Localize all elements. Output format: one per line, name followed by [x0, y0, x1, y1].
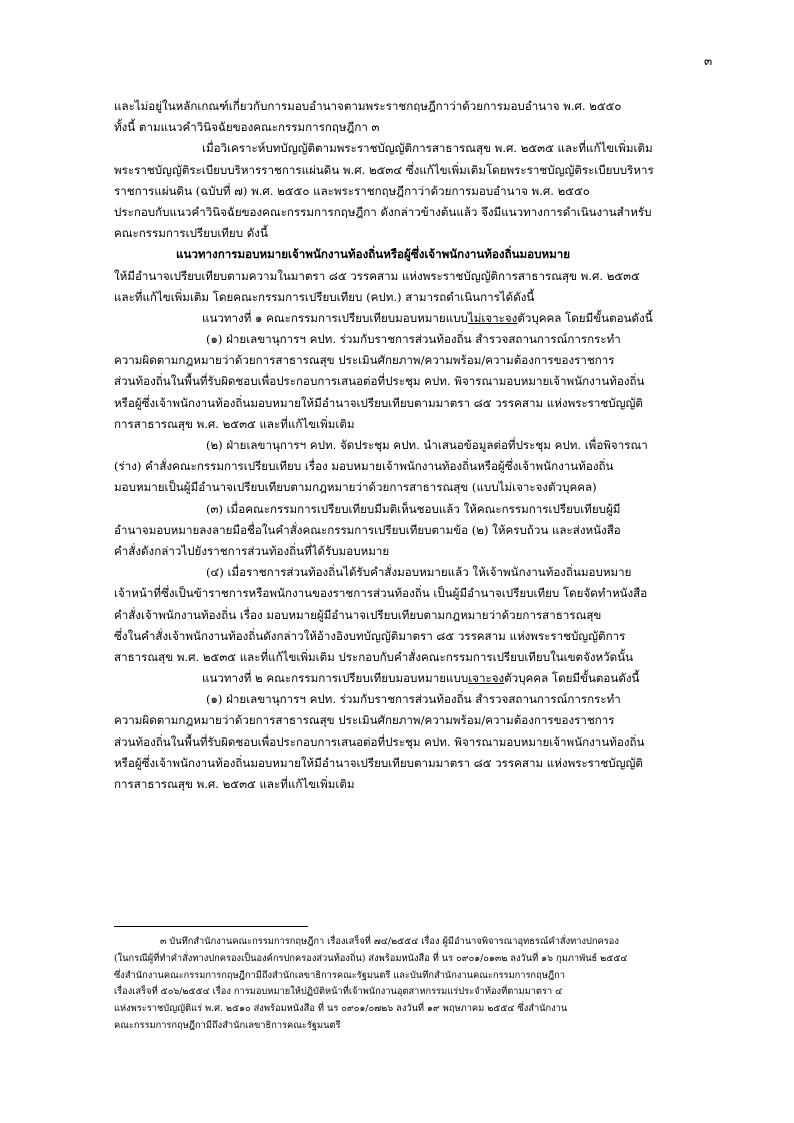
body-line: ส่วนท้องถิ่นในพื้นที่รับผิดชอบเพื่อประกอบการเสนอต่อที่ประชุม คปท. พิจารณามอบหมายเจ้าพนักงานท้องถิ่น [114, 734, 645, 749]
body-line: (๔) เมื่อราชการส่วนท้องถิ่นได้รับคำสั่งมอบหมายแล้ว ให้เจ้าพนักงานท้องถิ่นมอบหมาย [206, 565, 632, 580]
body-line: เจ้าหน้าที่ซึ่งเป็นข้าราชการหรือพนักงานของราชการส่วนท้องถิ่น เป็นผู้มีอำนาจเปรียบเทียบ โดยจัดทำหนังสือ [114, 586, 648, 601]
body-line: ความผิดตามกฎหมายว่าด้วยการสาธารณสุข ประเมินศักยภาพ/ความพร้อม/ความต้องการของราชการ [114, 713, 615, 728]
body-line: อำนาจมอบหมายลงลายมือชื่อในคำสั่งคณะกรรมการเปรียบเทียบตามข้อ (๒) ให้ครบถ้วน และส่งหนังสือ [114, 522, 621, 537]
body-line: คณะกรรมการเปรียบเทียบ ดังนี้ [114, 226, 268, 241]
section-heading: แนวทางการมอบหมายเจ้าพนักงานท้องถิ่นหรือผู้ซึ่งเจ้าพนักงานท้องถิ่นมอบหมาย [176, 247, 571, 262]
body-line: ซึ่งในคำสั่งเจ้าพนักงานท้องถิ่นดังกล่าวให้อ้างอิงบทบัญญัติมาตรา ๘๕ วรรคสาม แห่งพระราชบัญญัติการ [114, 628, 626, 643]
page-number: ๓ [704, 54, 713, 68]
body-line: การสาธารณสุข พ.ศ. ๒๕๓๕ และที่แก้ไขเพิ่มเติม [114, 416, 355, 431]
body-line: (ร่าง) คำสั่งคณะกรรมการเปรียบเทียบ เรื่อง มอบหมายเจ้าพนักงานท้องถิ่นหรือผู้ซึ่งเจ้าพนักงานท้องถิ่น [114, 459, 614, 474]
approach-1-heading [114, 308, 712, 329]
body-line: คำสั่งดังกล่าวไปยังราชการส่วนท้องถิ่นที่ได้รับมอบหมาย [114, 543, 390, 558]
body-line: เมื่อวิเคราะห์บทบัญญัติตามพระราชบัญญัติการสาธารณสุข พ.ศ. ๒๕๓๕ และที่แก้ไขเพิ่มเติม [202, 141, 653, 156]
footnote-line: แห่งพระราชบัญญัติแร่ พ.ศ. ๒๕๑๐ ส่งพร้อมหนังสือ ที่ นร ๐๙๐๑/๐๗๒๖ ลงวันที่ ๑๙ พฤษภาคม ๒๕๕๔ ซึ่งสำนักงาน [114, 1003, 568, 1015]
footnote-divider [114, 926, 308, 927]
approach-2-heading [114, 668, 712, 689]
body-line: และไม่อยู่ในหลักเกณฑ์เกี่ยวกับการมอบอำนาจตามพระราชกฤษฎีกาว่าด้วยการมอบอำนาจ พ.ศ. ๒๕๕๐ [114, 99, 622, 113]
body-line: ราชการแผ่นดิน (ฉบับที่ ๗) พ.ศ. ๒๕๕๐ และพระราชกฤษฎีกาว่าด้วยการมอบอำนาจ พ.ศ. ๒๕๕๐ [114, 183, 590, 198]
body-line: (๑) ฝ่ายเลขานุการฯ คปท. ร่วมกับราชการส่วนท้องถิ่น สำรวจสถานการณ์การกระทำ [206, 332, 621, 347]
body-line: (๑) ฝ่ายเลขานุการฯ คปท. ร่วมกับราชการส่วนท้องถิ่น สำรวจสถานการณ์การกระทำ [206, 692, 621, 707]
body-line: (๓) เมื่อคณะกรรมการเปรียบเทียบมีมติเห็นชอบแล้ว ให้คณะกรรมการเปรียบเทียบผู้มี [206, 501, 621, 516]
approach-1-prefix: แนวทางที่ ๑ คณะกรรมการเปรียบเทียบมอบหมายแบบ [202, 310, 468, 325]
approach-1-underlined: ไม่เจาะจง [467, 310, 518, 325]
body-line: และที่แก้ไขเพิ่มเติม โดยคณะกรรมการเปรียบเทียบ (คปท.) สามารถดำเนินการได้ดังนี้ [114, 289, 535, 304]
footnote-line: คณะกรรมการกฤษฎีกามีถึงสำนักเลขาธิการคณะรัฐมนตรี [114, 1019, 341, 1031]
body-line: หรือผู้ซึ่งเจ้าพนักงานท้องถิ่นมอบหมายให้มีอำนาจเปรียบเทียบตามมาตรา ๘๕ วรรคสาม แห่งพระราชบัญญัติ [114, 755, 643, 770]
body-line: คำสั่งเจ้าพนักงานท้องถิ่น เรื่อง มอบหมายผู้มีอำนาจเปรียบเทียบตามกฎหมายว่าด้วยการสาธารณสุข [114, 607, 602, 622]
footnote [114, 934, 712, 1035]
footnote-line: เรื่องเสร็จที่ ๕๐๖/๒๕๕๔ เรื่อง การมอบหมายให้ปฏิบัติหน้าที่เจ้าพนักงานอุตสาหกรรมแร่ประจำท้องที่ตามมาตรา ๔ [114, 986, 563, 998]
body-line: ประกอบกับแนวคำวินิจฉัยของคณะกรรมการกฤษฎีกา ดังกล่าวข้างต้นแล้ว จึงมีแนวทางการดำเนินงานสำหรับ [114, 204, 652, 219]
approach-2-underlined: เจาะจง [468, 671, 505, 686]
body-line: พระราชบัญญัติระเบียบบริหารราชการแผ่นดิน พ.ศ. ๒๕๓๔ ซึ่งแก้ไขเพิ่มเติมโดยพระราชบัญญัติระเบียบบริหาร [114, 162, 654, 177]
body-line: สาธารณสุข พ.ศ. ๒๕๓๕ และที่แก้ไขเพิ่มเติม ประกอบกับคำสั่งคณะกรรมการเปรียบเทียบในเขตจังหวัดนั้น [114, 649, 634, 664]
footnote-line: ๓ บันทึกสำนักงานคณะกรรมการกฤษฎีกา เรื่องเสร็จที่ ๗๔/๒๕๕๔ เรื่อง ผู้มีอำนาจพิจารณาอุทธรณ์คำสั่งทางปกครอง [160, 936, 619, 947]
body-line: ทั้งนี้ ตามแนวคำวินิจฉัยของคณะกรรมการกฤษฎีกา ๓ [114, 120, 380, 135]
body-line: ความผิดตามกฎหมายว่าด้วยการสาธารณสุข ประเมินศักยภาพ/ความพร้อม/ความต้องการของราชการ [114, 353, 615, 368]
body-line: มอบหมายเป็นผู้มีอำนาจเปรียบเทียบตามกฎหมายว่าด้วยการสาธารณสุข (แบบไม่เจาะจงตัวบุคคล) [114, 480, 597, 495]
approach-2-prefix: แนวทางที่ ๒ คณะกรรมการเปรียบเทียบมอบหมายแบบ [202, 671, 469, 686]
footnote-line: (ในกรณีผู้ที่ทำคำสั่งทางปกครองเป็นองค์กรปกครองส่วนท้องถิ่น) ส่งพร้อมหนังสือ ที่ นร ๐๙๐๑/๐๑๓๒ ลงวันที่ ๑๖ กุมภาพันธ์ ๒๕๕๔ [114, 952, 628, 964]
body-line: ให้มีอำนาจเปรียบเทียบตามความในมาตรา ๘๕ วรรคสาม แห่งพระราชบัญญัติการสาธารณสุข พ.ศ. ๒๕๓๕ [114, 268, 640, 283]
body-text [114, 96, 712, 795]
body-line: หรือผู้ซึ่งเจ้าพนักงานท้องถิ่นมอบหมายให้มีอำนาจเปรียบเทียบตามมาตรา ๘๕ วรรคสาม แห่งพระราชบัญญัติ [114, 395, 643, 410]
body-line: (๒) ฝ่ายเลขานุการฯ คปท. จัดประชุม คปท. นำเสนอข้อมูลต่อที่ประชุม คปท. เพื่อพิจารณา [206, 438, 648, 452]
approach-1-suffix: ตัวบุคคล โดยมีขั้นตอนดังนี้ [517, 310, 653, 325]
approach-2-suffix: ตัวบุคคล โดยมีขั้นตอนดังนี้ [504, 671, 640, 686]
body-line: การสาธารณสุข พ.ศ. ๒๕๓๕ และที่แก้ไขเพิ่มเติม [114, 777, 355, 791]
footnote-line: ซึ่งสำนักงานคณะกรรมการกฤษฎีกามีถึงสำนักเลขาธิการคณะรัฐมนตรี และบันทึกสำนักงานคณะกรรมการกฤษฎีกา [114, 969, 565, 981]
body-line: ส่วนท้องถิ่นในพื้นที่รับผิดชอบเพื่อประกอบการเสนอต่อที่ประชุม คปท. พิจารณามอบหมายเจ้าพนักงานท้องถิ่น [114, 374, 645, 389]
